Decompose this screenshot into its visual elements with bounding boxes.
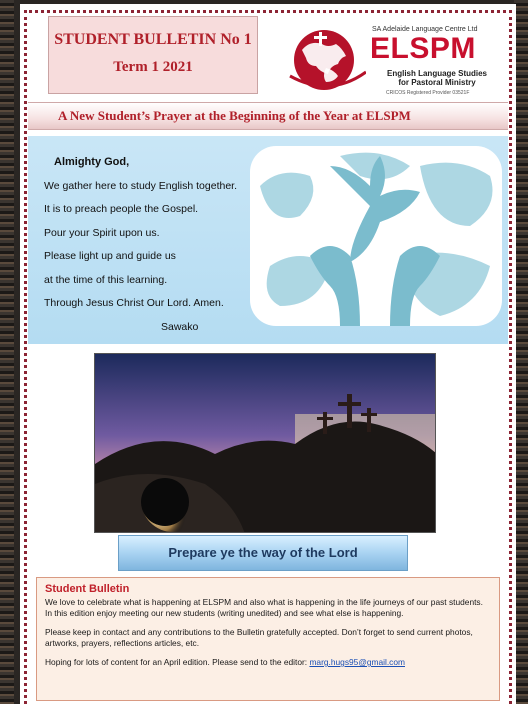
logo-provider: CRICOS Registered Provider 03521F bbox=[386, 90, 470, 96]
bulletin-title-box bbox=[48, 16, 258, 94]
dove-icon bbox=[250, 146, 502, 326]
bulletin-term: Term 1 2021 bbox=[113, 59, 193, 75]
editor-email-link[interactable]: marg.hugs95@gmail.com bbox=[309, 657, 405, 667]
prayer-line: It is to preach people the Gospel. bbox=[44, 203, 199, 215]
logo-name: ELSPM bbox=[370, 32, 476, 65]
crosses-tomb-image bbox=[95, 354, 436, 533]
bulletin-page bbox=[20, 4, 516, 704]
prayer-line: Through Jesus Christ Our Lord. Amen. bbox=[44, 297, 224, 309]
bulletin-paragraph-3-text: Hoping for lots of content for an April edition. Please send to the editor: bbox=[45, 657, 310, 667]
prayer-section bbox=[28, 136, 508, 344]
student-bulletin-box bbox=[36, 577, 500, 701]
prepare-caption-box bbox=[118, 535, 408, 571]
logo-subtitle-2: for Pastoral Ministry bbox=[398, 78, 476, 87]
background-right-strip bbox=[514, 0, 528, 704]
elspm-logo bbox=[286, 20, 500, 98]
dove-hands-image bbox=[250, 146, 502, 326]
prepare-caption: Prepare ye the way of the Lord bbox=[168, 545, 358, 560]
prayer-author: Sawako bbox=[161, 321, 199, 333]
logo-subtitle-1: English Language Studies bbox=[386, 69, 487, 78]
logo-org-name: SA Adelaide Language Centre Ltd bbox=[372, 26, 478, 33]
prayer-line: at the time of this learning. bbox=[44, 273, 168, 286]
bulletin-box-title: Student Bulletin bbox=[45, 583, 130, 595]
resurrection-photo bbox=[94, 353, 436, 533]
prayer-line: We gather here to study English together. bbox=[44, 179, 238, 192]
bulletin-paragraph-1: We love to celebrate what is happening at ELSPM and also what is happening in the life journeys of our past students. In this edition enjoy meeting our new students (writing unedited) and see what else is happening. bbox=[45, 597, 483, 618]
prayer-heading: A New Student’s Prayer at the Beginning of the Year at ELSPM bbox=[58, 108, 411, 123]
bulletin-title: STUDENT BULLETIN No 1 bbox=[54, 31, 252, 48]
bulletin-paragraph-3 bbox=[45, 657, 491, 668]
prayer-heading-banner bbox=[28, 102, 508, 130]
prayer-opening: Almighty God, bbox=[54, 156, 130, 168]
bulletin-paragraph-2: Please keep in contact and any contributions to the Bulletin gratefully accepted. Don’t forget to send current photos, artworks, prayers, reflections articles, etc. bbox=[45, 627, 473, 648]
prayer-line: Please light up and guide us bbox=[44, 250, 176, 262]
globe-logo-icon bbox=[286, 24, 366, 94]
background-left-strip bbox=[0, 0, 14, 704]
prayer-text bbox=[44, 156, 254, 333]
prayer-line: Pour your Spirit upon us. bbox=[44, 226, 160, 239]
